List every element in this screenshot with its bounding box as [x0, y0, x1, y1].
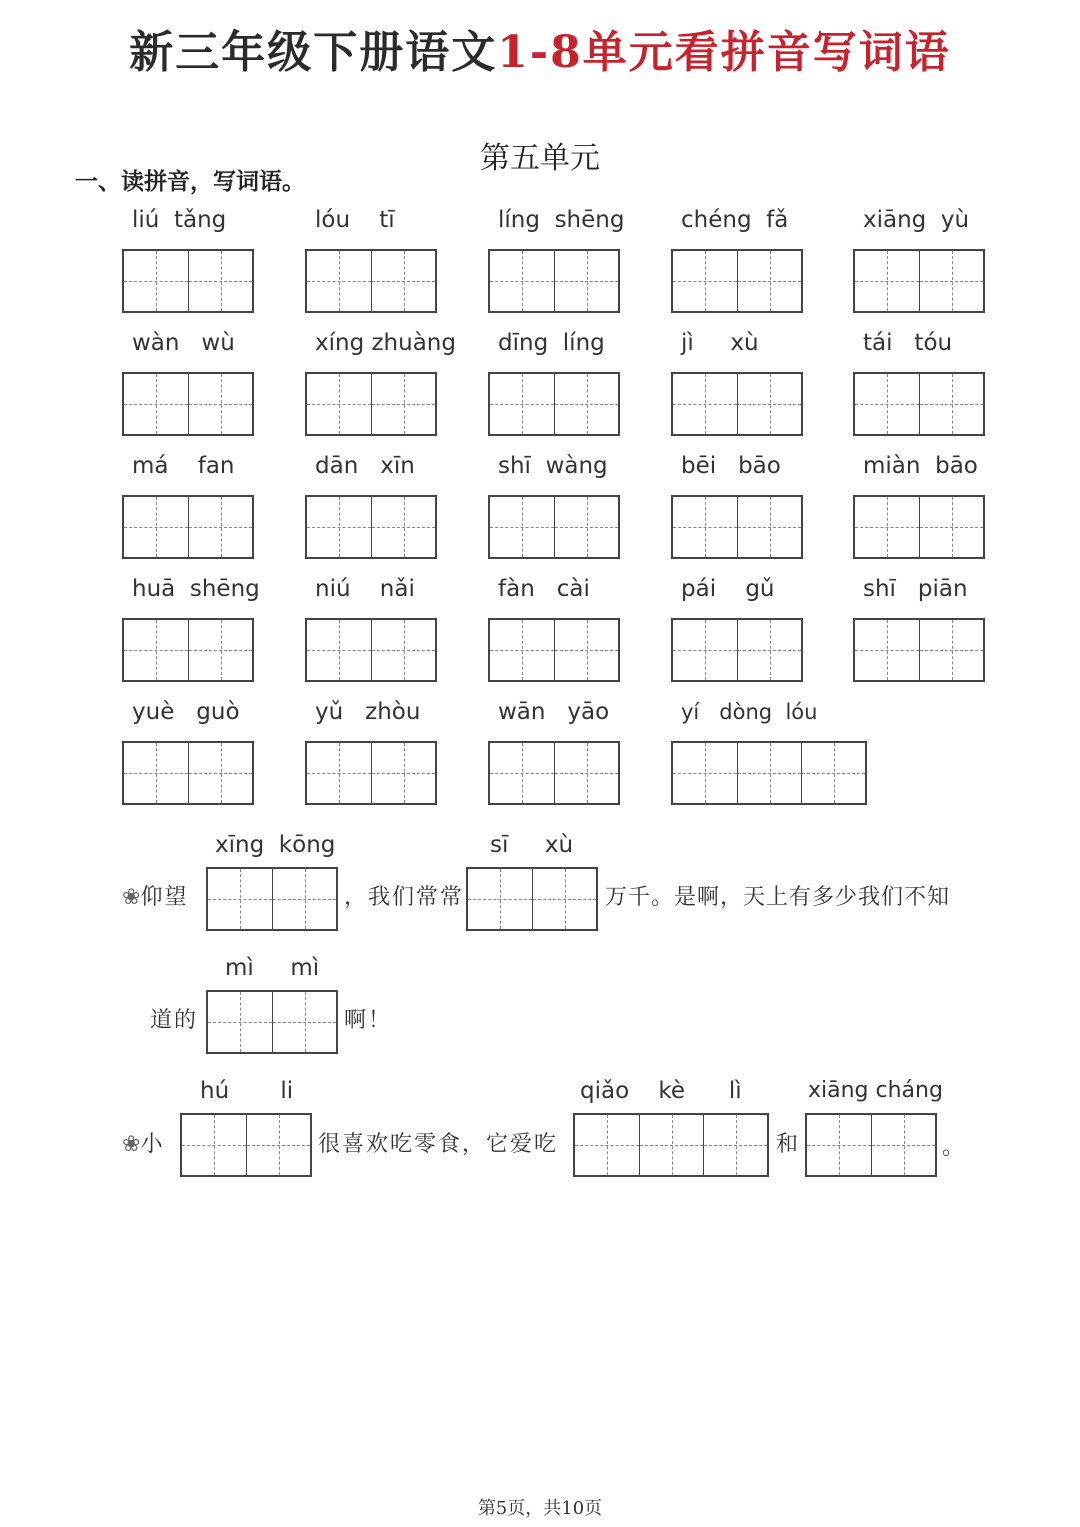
writing-cell[interactable]: [673, 620, 737, 680]
word-answer-box[interactable]: [671, 372, 803, 436]
word-answer-box[interactable]: [488, 249, 620, 313]
sentence1-answer-box-3[interactable]: [206, 990, 338, 1054]
word-pinyin: yuè guò: [132, 699, 240, 725]
sentence2-prefix: [122, 1130, 164, 1160]
writing-cell[interactable]: [188, 374, 252, 434]
writing-cell[interactable]: [919, 374, 983, 434]
sentence1-prefix-text: 仰望: [140, 885, 189, 910]
writing-cell[interactable]: [188, 497, 252, 557]
word-answer-box[interactable]: [305, 741, 437, 805]
writing-cell[interactable]: [575, 1115, 639, 1175]
writing-cell[interactable]: [737, 620, 801, 680]
word-pinyin: dān xīn: [315, 453, 415, 479]
sentence1-suffix: 万千。是啊，天上有多少我们不知: [605, 885, 951, 910]
section-title: 一、读拼音，写词语。: [75, 169, 305, 195]
writing-cell[interactable]: [188, 620, 252, 680]
writing-cell[interactable]: [737, 251, 801, 311]
word-answer-box[interactable]: [853, 249, 985, 313]
page-footer: 第5页，共10页: [477, 1498, 603, 1519]
word-pinyin: miàn bāo: [863, 453, 978, 479]
writing-cell[interactable]: [490, 743, 554, 803]
writing-cell[interactable]: [554, 251, 618, 311]
sentence2-answer-box-3[interactable]: [805, 1113, 937, 1177]
sentence1-pinyin-1: xīng kōng: [215, 832, 336, 858]
word-pinyin: pái gǔ: [681, 576, 775, 602]
word-answer-box[interactable]: [305, 618, 437, 682]
word-answer-box[interactable]: [305, 495, 437, 559]
flower-icon: ❀: [122, 885, 141, 910]
word-pinyin: wàn wù: [132, 330, 235, 356]
banner-title-black: 新三年级下册语文: [129, 27, 498, 78]
sentence1-answer-box-2[interactable]: [466, 867, 598, 931]
word-pinyin: tái tóu: [863, 330, 953, 356]
word-pinyin: liú tǎng: [132, 207, 227, 233]
sentence2-pinyin-3: xiāng cháng: [808, 1078, 943, 1103]
word-answer-box[interactable]: [488, 741, 620, 805]
sentence1-line2-suffix: 啊！: [344, 1008, 393, 1033]
sentence2-and: 和: [776, 1132, 801, 1157]
writing-cell[interactable]: [208, 992, 272, 1052]
writing-cell[interactable]: [490, 374, 554, 434]
writing-cell[interactable]: [307, 743, 371, 803]
word-pinyin: fàn cài: [498, 576, 590, 602]
writing-cell[interactable]: [272, 992, 336, 1052]
writing-cell[interactable]: [554, 497, 618, 557]
sentence2-end: 。: [942, 1135, 967, 1160]
sentence1-answer-box-1[interactable]: [206, 867, 338, 931]
sentence1-pinyin-2: sī xù: [490, 832, 574, 858]
writing-cell[interactable]: [737, 374, 801, 434]
writing-cell[interactable]: [371, 620, 435, 680]
banner-title-red: 1-8单元看拼音写词语: [497, 27, 951, 78]
word-answer-box[interactable]: [122, 372, 254, 436]
writing-cell[interactable]: [855, 251, 919, 311]
sentence2-answer-box-2[interactable]: [573, 1113, 769, 1177]
writing-cell[interactable]: [307, 374, 371, 434]
word-pinyin: jì xù: [681, 330, 759, 356]
writing-cell[interactable]: [371, 497, 435, 557]
writing-cell[interactable]: [737, 743, 801, 803]
word-answer-box[interactable]: [122, 249, 254, 313]
writing-cell[interactable]: [532, 869, 596, 929]
writing-cell[interactable]: [855, 620, 919, 680]
word-answer-box[interactable]: [305, 372, 437, 436]
writing-cell[interactable]: [468, 869, 532, 929]
sentence2-pinyin-2: qiǎo kè lì: [580, 1078, 742, 1104]
word-answer-box[interactable]: [853, 372, 985, 436]
writing-cell[interactable]: [919, 497, 983, 557]
sentence1-prefix: [122, 883, 188, 913]
word-answer-box[interactable]: [671, 741, 867, 805]
writing-cell[interactable]: [639, 1115, 703, 1175]
writing-cell[interactable]: [371, 374, 435, 434]
writing-cell[interactable]: [855, 497, 919, 557]
writing-cell[interactable]: [124, 497, 188, 557]
word-answer-box[interactable]: [488, 372, 620, 436]
flower-icon: ❀: [122, 1132, 141, 1157]
word-pinyin: lóu tī: [315, 207, 395, 233]
writing-cell[interactable]: [307, 620, 371, 680]
writing-cell[interactable]: [124, 374, 188, 434]
writing-cell[interactable]: [188, 743, 252, 803]
writing-cell[interactable]: [490, 620, 554, 680]
writing-cell[interactable]: [673, 497, 737, 557]
word-answer-box[interactable]: [853, 618, 985, 682]
writing-cell[interactable]: [246, 1115, 310, 1175]
sentence1-pinyin-3: mì mì: [225, 955, 320, 981]
writing-cell[interactable]: [871, 1115, 935, 1175]
word-pinyin: shī wàng: [498, 453, 608, 479]
word-pinyin: yí dòng lóu: [681, 700, 818, 724]
writing-cell[interactable]: [272, 869, 336, 929]
word-pinyin: niú nǎi: [315, 576, 415, 602]
word-answer-box[interactable]: [671, 249, 803, 313]
word-answer-box[interactable]: [305, 249, 437, 313]
word-answer-box[interactable]: [671, 495, 803, 559]
writing-cell[interactable]: [554, 620, 618, 680]
word-answer-box[interactable]: [671, 618, 803, 682]
word-pinyin: wān yāo: [498, 699, 610, 725]
writing-cell[interactable]: [124, 743, 188, 803]
writing-cell[interactable]: [490, 251, 554, 311]
sentence1-line2-prefix: 道的: [150, 1008, 199, 1033]
writing-cell[interactable]: [554, 374, 618, 434]
word-answer-box[interactable]: [122, 495, 254, 559]
sentence2-mid: 很喜欢吃零食，它爱吃: [318, 1132, 559, 1157]
worksheet-banner: [0, 18, 1080, 88]
word-pinyin: shī piān: [863, 576, 968, 602]
writing-cell[interactable]: [801, 743, 865, 803]
writing-cell[interactable]: [919, 620, 983, 680]
sentence1-mid: ，我们常常: [344, 885, 465, 910]
word-pinyin: má fan: [132, 453, 235, 479]
writing-cell[interactable]: [855, 374, 919, 434]
word-answer-box[interactable]: [122, 741, 254, 805]
writing-cell[interactable]: [208, 869, 272, 929]
writing-cell[interactable]: [919, 251, 983, 311]
writing-cell[interactable]: [807, 1115, 871, 1175]
writing-cell[interactable]: [182, 1115, 246, 1175]
writing-cell[interactable]: [188, 251, 252, 311]
writing-cell[interactable]: [554, 743, 618, 803]
writing-cell[interactable]: [124, 251, 188, 311]
word-pinyin: bēi bāo: [681, 453, 781, 479]
unit-title: 第五单元: [480, 141, 600, 176]
sentence2-pinyin-1: hú li: [200, 1078, 294, 1104]
writing-cell[interactable]: [307, 497, 371, 557]
sentence2-prefix-text: 小: [140, 1132, 165, 1157]
word-answer-box[interactable]: [853, 495, 985, 559]
writing-cell[interactable]: [737, 497, 801, 557]
writing-cell[interactable]: [673, 374, 737, 434]
sentence2-answer-box-1[interactable]: [180, 1113, 312, 1177]
writing-cell[interactable]: [703, 1115, 767, 1175]
word-pinyin: xiāng yù: [863, 207, 970, 233]
word-answer-box[interactable]: [488, 495, 620, 559]
writing-cell[interactable]: [490, 497, 554, 557]
word-answer-box[interactable]: [122, 618, 254, 682]
writing-cell[interactable]: [371, 743, 435, 803]
writing-cell[interactable]: [673, 251, 737, 311]
writing-cell[interactable]: [371, 251, 435, 311]
word-pinyin: chéng fǎ: [681, 207, 789, 233]
writing-cell[interactable]: [124, 620, 188, 680]
word-pinyin: huā shēng: [132, 576, 260, 602]
writing-cell[interactable]: [673, 743, 737, 803]
word-pinyin: dīng líng: [498, 330, 605, 356]
word-answer-box[interactable]: [488, 618, 620, 682]
word-pinyin: yǔ zhòu: [315, 699, 421, 725]
word-pinyin: xíng zhuàng: [315, 330, 456, 356]
writing-cell[interactable]: [307, 251, 371, 311]
word-pinyin: líng shēng: [498, 207, 625, 233]
